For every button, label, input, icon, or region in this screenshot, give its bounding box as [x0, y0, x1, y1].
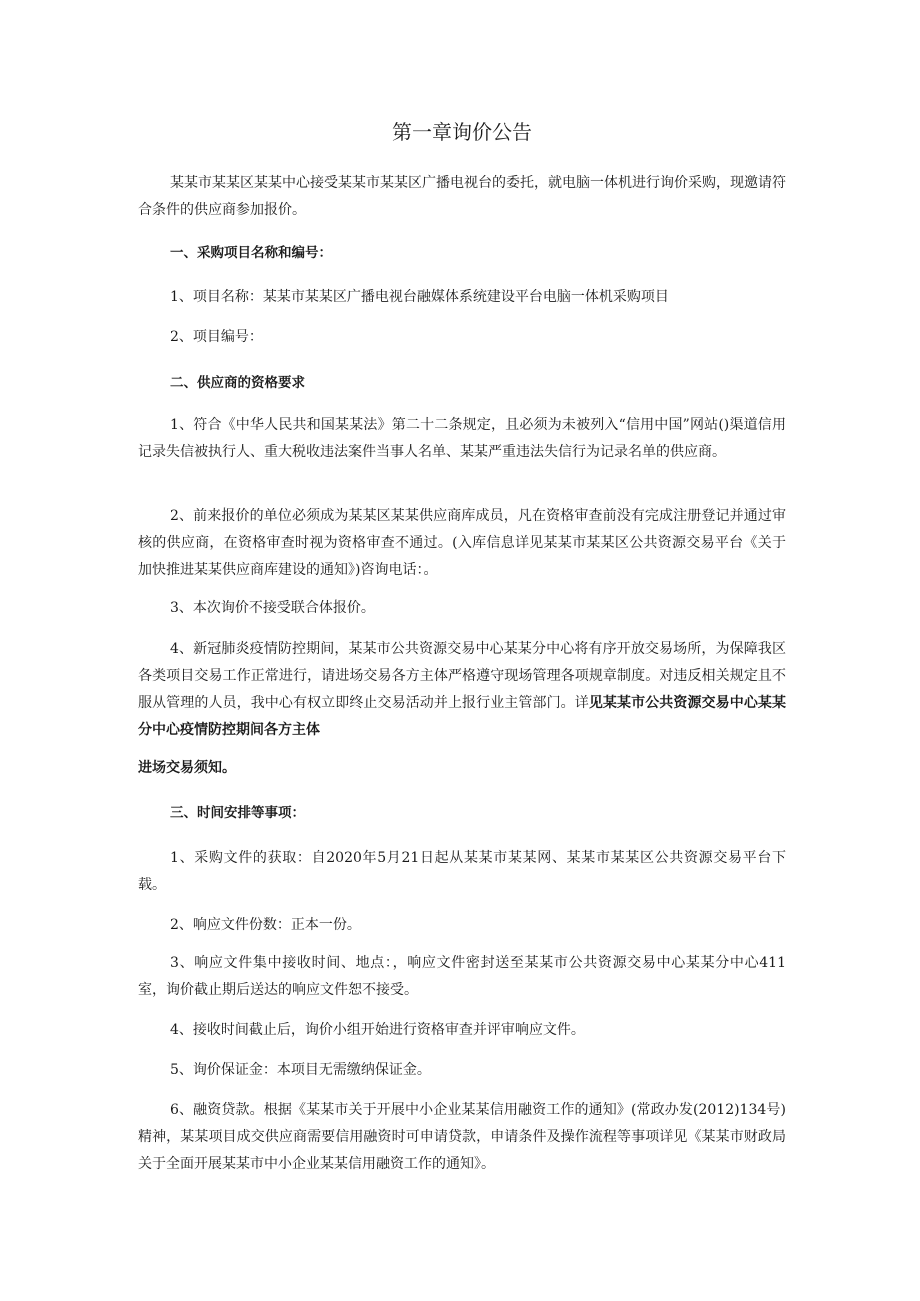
section1-heading: 一、采购项目名称和编号：	[170, 245, 332, 261]
section1-item-project-number: 2、项目编号：	[170, 329, 263, 345]
section3-item-3: 3、响应文件集中接收时间、地点：，响应文件密封送至某某市公共资源交易中心某某分中心411室，询价截止期后送达的响应文件恕不接受。	[138, 955, 786, 998]
section2-item-3: 3、本次询价不接受联合体报价。	[170, 600, 375, 616]
page-title: 第一章询价公告	[392, 120, 532, 144]
section3-item-2: 2、响应文件份数：正本一份。	[170, 917, 361, 933]
section3-heading: 三、时间安排等事项：	[170, 805, 305, 821]
section2-item-4-link-text: 见某某市公共资源交易中心某某分中心疫情防控期间各方主体	[138, 695, 786, 738]
section3-item-4: 4、接收时间截止后，询价小组开始进行资格审查并评审响应文件。	[170, 1022, 585, 1038]
section3-item-1: 1、采购文件的获取：自2020年5月21日起从某某市某某网、某某市某某区公共资源交易平台下载。	[138, 850, 786, 893]
section2-item-1: 1、符合《中华人民共和国某某法》第二十二条规定，且必须为未被列入“信用中国”网站()渠道信用记录失信被执行人、重大税收违法案件当事人名单、某某严重违法失信行为记录名单的供应商。	[138, 417, 786, 460]
section3-item-5: 5、询价保证金：本项目无需缴纳保证金。	[170, 1062, 431, 1078]
section2-item-4-text: 4、新冠肺炎疫情防控期间，某某市公共资源交易中心某某分中心将有序开放交易场所，为保障我区各类项目交易工作正常进行，请进场交易各方主体严格遵守现场管理各项规章制度。对违反相关规定且不服从管理的人员，我中心有权立即终止交易活动并上报行业主管部门。详	[138, 641, 786, 711]
intro-paragraph: 某某市某某区某某中心接受某某市某某区广播电视台的委托，就电脑一体机进行询价采购，现邀请符合条件的供应商参加报价。	[138, 175, 786, 218]
section2-item-2: 2、前来报价的单位必须成为某某区某某供应商库成员，凡在资格审查前没有完成注册登记并通过审核的供应商，在资格审查时视为资格审查不通过。(入库信息详见某某市某某区公共资源交易平台《关于加快推进某某供应商库建设的通知》)咨询电话：。	[138, 508, 786, 578]
section1-item-project-name: 1、项目名称：某某市某某区广播电视台融媒体系统建设平台电脑一体机采购项目	[170, 289, 669, 305]
section3-item-6: 6、融资贷款。根据《某某市关于开展中小企业某某信用融资工作的通知》(常政办发(2012)134号)精神，某某项目成交供应商需要信用融资时可申请贷款，申请条件及操作流程等事项详见《某某市财政局关于全面开展某某市中小企业某某信用融资工作的通知》。	[138, 1102, 786, 1172]
section2-heading: 二、供应商的资格要求	[170, 375, 305, 391]
section2-item-4-continuation: 进场交易须知。	[138, 760, 236, 776]
section2-item-4	[138, 636, 786, 744]
